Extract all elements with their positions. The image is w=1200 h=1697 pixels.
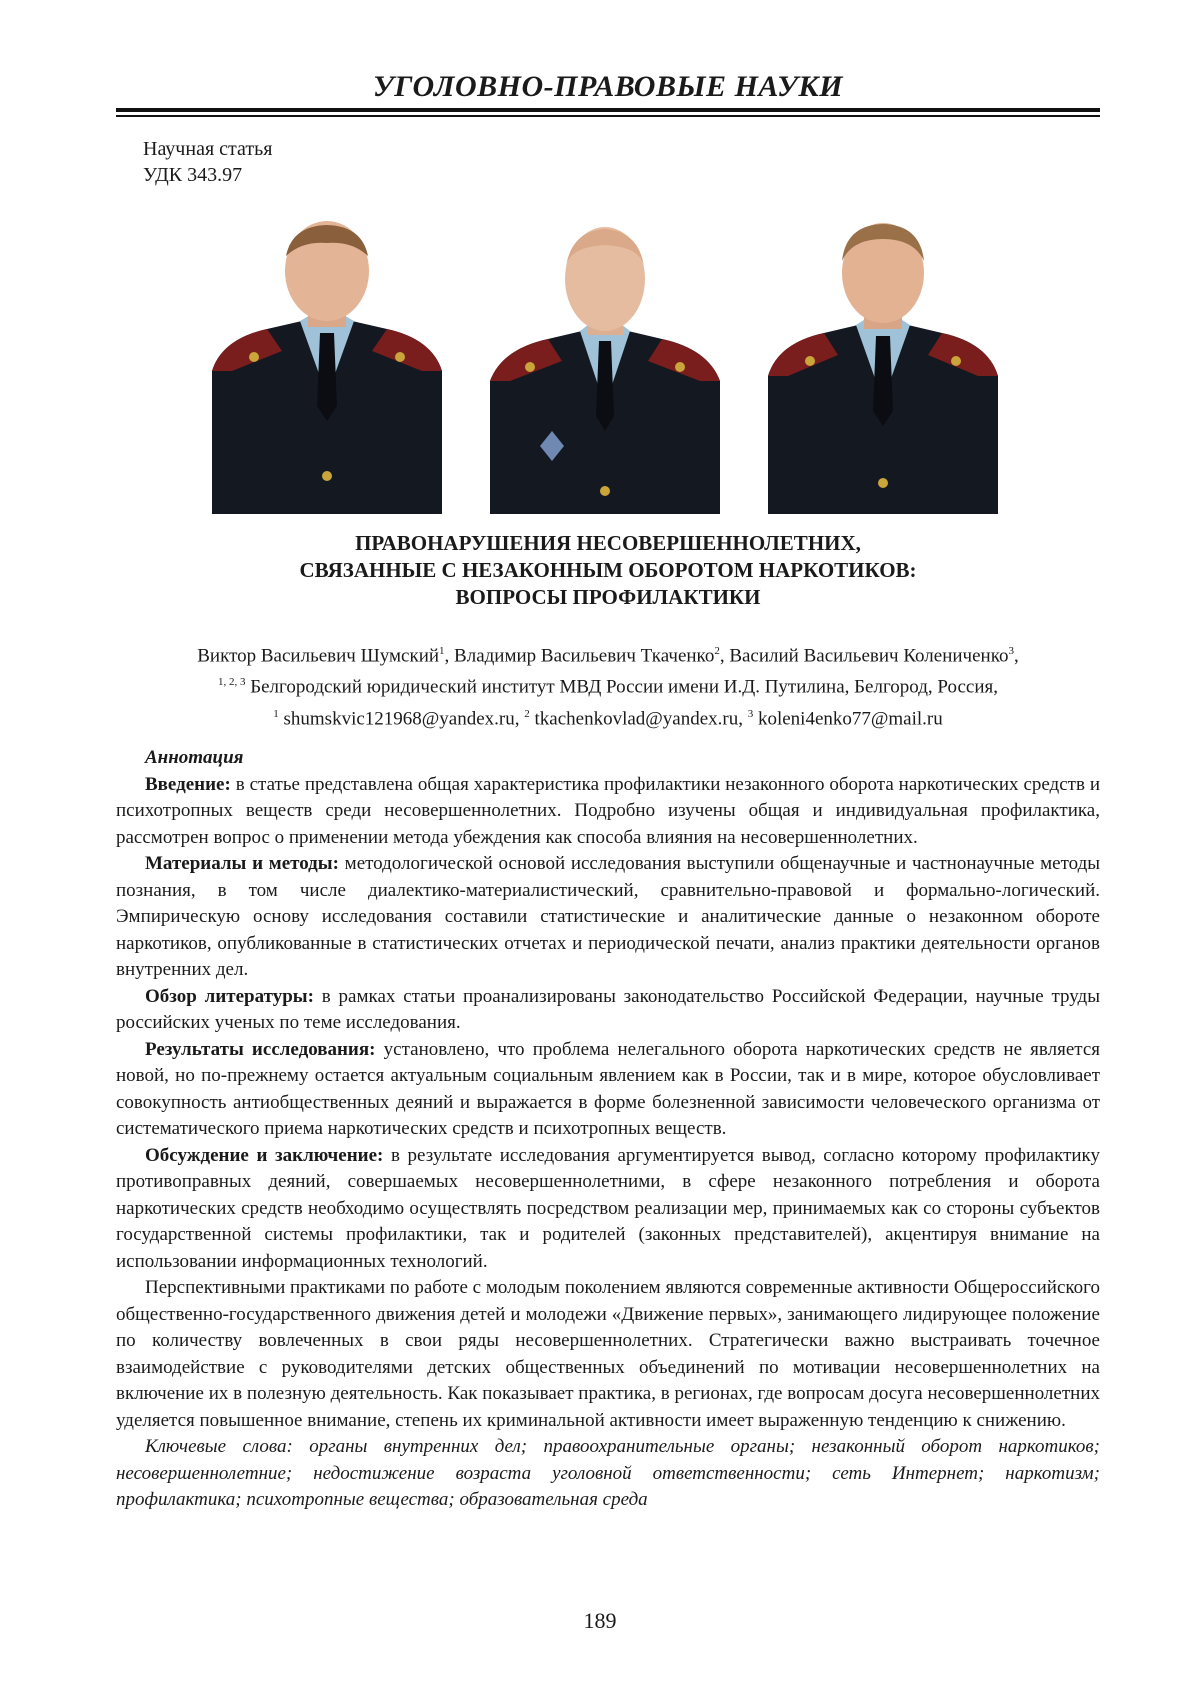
email-1[interactable]: shumskvic121968@yandex.ru, <box>284 708 520 729</box>
abstract-discussion: Обсуждение и заключение: в результате исследования аргументируется вывод, согласно которому профилактику противоправных деяний, совершаемых несовершеннолетними, в сфере незаконного потребления и оборота наркотических средств необходимо осуществлять посредством реализации мер, принимаемых как со стороны субъектов государственной системы профилактики, так и родителей (законных представителей), акцентируя внимание на использовании информационных технологий. <box>116 1143 1100 1276</box>
affiliation: 1, 2, 3 Белгородский юридический институт МВД России имени И.Д. Путилина, Белгород, Россия, <box>116 669 1100 700</box>
author-2: Владимир Васильевич Ткаченко <box>454 645 714 666</box>
abstract-heading: Аннотация <box>145 745 1100 772</box>
article-type: Научная статья <box>143 136 272 162</box>
article-meta <box>143 136 272 188</box>
author-photo-2 <box>490 221 720 514</box>
author-photos <box>212 221 998 514</box>
email-2[interactable]: tkachenkovlad@yandex.ru, <box>534 708 742 729</box>
author-names: Виктор Васильевич Шумский1, Владимир Васильевич Ткаченко2, Василий Васильевич Колениченко3, <box>116 638 1100 669</box>
author-photo-1 <box>212 221 442 514</box>
title-line-1: ПРАВОНАРУШЕНИЯ НЕСОВЕРШЕННОЛЕТНИХ, <box>116 530 1100 557</box>
abstract-methods: Материалы и методы: методологической основой исследования выступили общенаучные и частнонаучные методы познания, в том числе диалектико-материалистический, сравнительно-правовой и формально-логический. Эмпирическую основу исследования составили статистические и аналитические данные о незаконном обороте наркотиков, опубликованные в статистических отчетах и периодической печати, анализ практики деятельности органов внутренних дел. <box>116 851 1100 984</box>
emails: 1 shumskvic121968@yandex.ru, 2 tkachenkovlad@yandex.ru, 3 koleni4enko77@mail.ru <box>116 701 1100 732</box>
udk-code: УДК 343.97 <box>143 162 272 188</box>
abstract-review: Обзор литературы: в рамках статьи проанализированы законодательство Российской Федерации, научные труды российских ученых по теме исследования. <box>116 984 1100 1037</box>
title-line-3: ВОПРОСЫ ПРОФИЛАКТИКИ <box>116 584 1100 611</box>
author-block <box>116 638 1100 732</box>
section-header: УГОЛОВНО-ПРАВОВЫЕ НАУКИ <box>116 70 1100 104</box>
abstract-results: Результаты исследования: установлено, что проблема нелегального оборота наркотических средств не является новой, но по-прежнему остается актуальным социальным явлением как в России, так и в мире, которое обусловливает совокупность антиобщественных деяний и выражается в форме болезненной зависимости человеческого организма от систематического приема наркотических средств и психотропных веществ. <box>116 1037 1100 1143</box>
author-photo-3 <box>768 221 998 514</box>
header-rule-thin <box>116 115 1100 117</box>
page-number: 189 <box>0 1608 1200 1634</box>
keywords: Ключевые слова: органы внутренних дел; правоохранительные органы; незаконный оборот наркотиков; несовершеннолетние; недостижение возраста уголовной ответственности; сеть Интернет; наркотизм; профилактика; психотропные вещества; образовательная среда <box>116 1434 1100 1514</box>
author-3: Василий Васильевич Колениченко <box>729 645 1008 666</box>
title-line-2: СВЯЗАННЫЕ С НЕЗАКОННЫМ ОБОРОТОМ НАРКОТИКОВ: <box>116 557 1100 584</box>
abstract-perspective: Перспективными практиками по работе с молодым поколением являются современные активности Общероссийского общественно-государственного движения детей и молодежи «Движение первых», занимающего лидирующее положение по количеству вовлеченных в свои ряды несовершеннолетних. Стратегически важно выстраивать точечное взаимодействие с руководителями детских общественных объединений по мотивации несовершеннолетних на включение их в полезную деятельность. Как показывает практика, в регионах, где вопросам досуга несовершеннолетних уделяется повышенное внимание, степень их криминальной активности имеет выраженную тенденцию к снижению. <box>116 1275 1100 1434</box>
email-3[interactable]: koleni4enko77@mail.ru <box>758 708 943 729</box>
author-1: Виктор Васильевич Шумский <box>197 645 439 666</box>
abstract <box>116 745 1100 1514</box>
article-title <box>116 530 1100 611</box>
header-rule-thick <box>116 108 1100 112</box>
abstract-introduction: Введение: в статье представлена общая характеристика профилактики незаконного оборота наркотических средств и психотропных веществ среди несовершеннолетних. Подробно изучены общая и индивидуальная профилактика, рассмотрен вопрос о применении метода убеждения как способа влияния на несовершеннолетних. <box>116 772 1100 852</box>
